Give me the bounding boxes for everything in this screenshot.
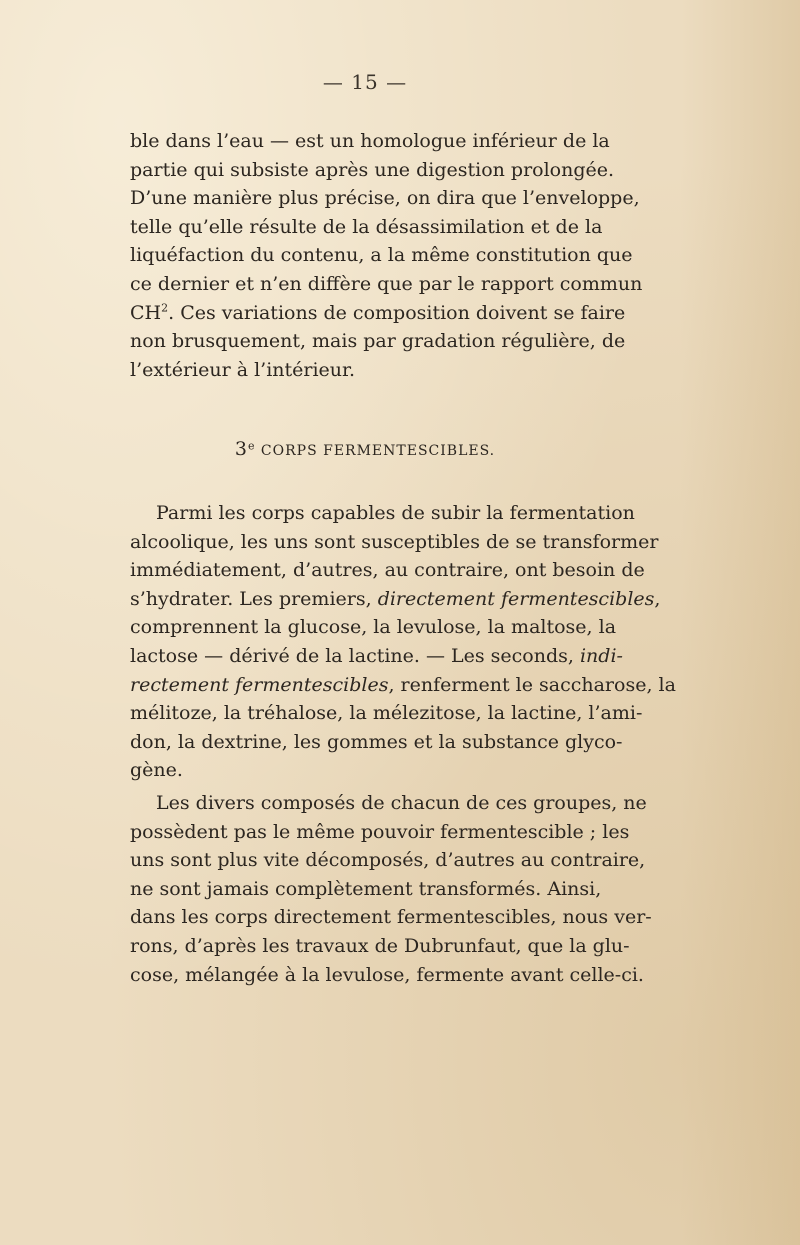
- text-fragment: s’hydrater. Les premiers,: [130, 587, 378, 610]
- section-number: 3: [234, 438, 248, 460]
- text-line: [130, 585, 661, 614]
- text-line: l’extérieur à l’intérieur.: [130, 358, 356, 381]
- paragraph-3: [130, 789, 652, 989]
- italic-term: indi-: [579, 644, 623, 667]
- text-line: ce dernier et n’en diffère que par le rapport commun: [130, 272, 643, 295]
- paragraph-2: [130, 499, 676, 785]
- text-line: ble dans l’eau — est un homologue inférieur de la: [130, 130, 610, 152]
- text-line: [130, 671, 676, 700]
- text-line: partie qui subsiste après une digestion prolongée.: [130, 158, 615, 181]
- text-line: cose, mélangée à la levulose, fermente avant celle-ci.: [130, 963, 644, 986]
- text-line: uns sont plus vite décomposés, d’autres au contraire,: [130, 849, 646, 872]
- italic-term: directement fermentescibles: [377, 587, 655, 610]
- text-line: liquéfaction du contenu, a la même constitution que: [130, 244, 633, 267]
- text-line: mélitoze, la tréhalose, la mélezitose, la lactine, l’ami-: [130, 702, 643, 725]
- text-line: telle qu’elle résulte de la désassimilation et de la: [130, 215, 603, 238]
- text-line: alcoolique, les uns sont susceptibles de se transformer: [130, 530, 659, 553]
- section-number-superscript: e: [247, 439, 256, 453]
- text-fragment: . Ces variations de composition doivent se faire: [168, 301, 626, 324]
- formula-ch: CH: [130, 301, 162, 324]
- text-line: [130, 642, 623, 671]
- italic-term: rectement fermentescibles: [130, 673, 389, 696]
- text-fragment: , renferment le saccharose, la: [388, 673, 676, 696]
- text-fragment: ,: [654, 587, 661, 610]
- text-line: Les divers composés de chacun de ces groupes, ne: [156, 792, 647, 814]
- section-title: CORPS FERMENTESCIBLES.: [260, 443, 496, 459]
- page-number: — 15 —: [322, 70, 408, 94]
- formula-superscript: 2: [161, 301, 169, 315]
- text-line: ne sont jamais complètement transformés. Ainsi,: [130, 877, 602, 900]
- text-line: possèdent pas le même pouvoir fermentescible ; les: [130, 820, 630, 843]
- text-line: dans les corps directement fermentescibles, nous ver-: [130, 906, 652, 929]
- text-fragment: lactose — dérivé de la lactine. — Les seconds,: [130, 644, 580, 667]
- text-line: immédiatement, d’autres, au contraire, ont besoin de: [130, 559, 645, 582]
- text-line: Parmi les corps capables de subir la fermentation: [156, 502, 635, 524]
- section-heading: [130, 438, 600, 460]
- text-line: [130, 299, 626, 328]
- text-line: rons, d’après les travaux de Dubrunfaut, que la glu-: [130, 934, 630, 957]
- text-line: comprennent la glucose, la levulose, la maltose, la: [130, 616, 617, 639]
- paragraph-1: [130, 127, 643, 384]
- text-line: gène.: [130, 759, 183, 782]
- text-line: D’une manière plus précise, on dira que l’enveloppe,: [130, 187, 640, 210]
- text-line: non brusquement, mais par gradation régulière, de: [130, 330, 626, 353]
- text-line: don, la dextrine, les gommes et la substance glyco-: [130, 730, 623, 753]
